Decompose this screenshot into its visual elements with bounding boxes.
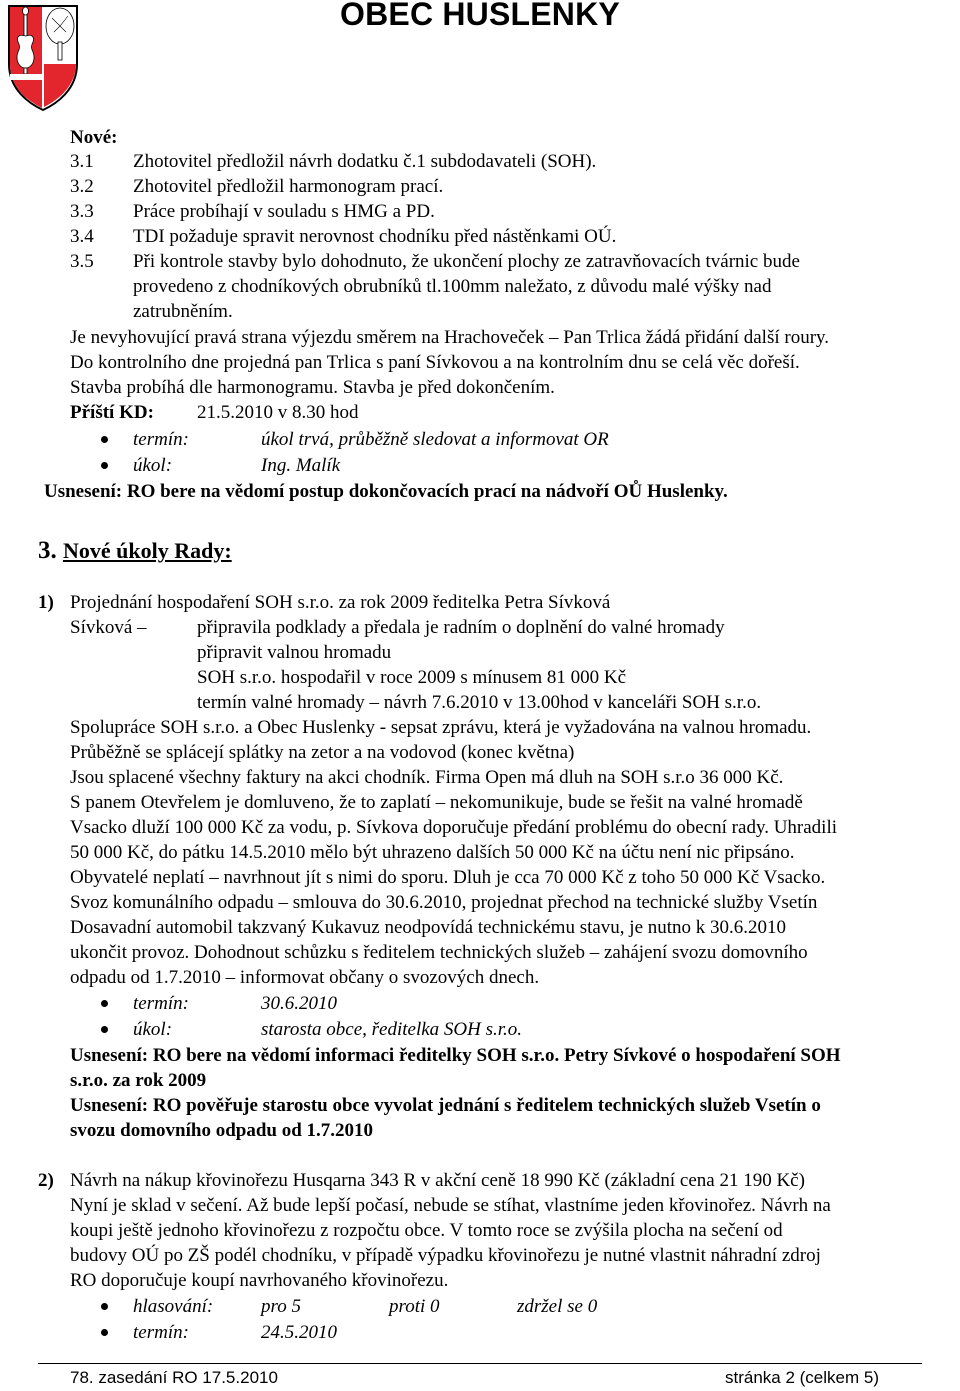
ukol-value: Ing. Malík	[261, 455, 341, 476]
vote-label: hlasování:	[133, 1296, 214, 1317]
item-text: Zhotovitel předložil harmonogram prací.	[133, 176, 444, 197]
item-number: 1)	[38, 592, 54, 613]
body-line: Návrh na nákup křovinořezu Husqarna 343 R v akční ceně 18 990 Kč (základní cena 21 190 Kč)	[70, 1170, 805, 1191]
item-number: 3.5	[70, 251, 94, 272]
ukol-label: úkol:	[133, 1019, 173, 1040]
item-text-line: Při kontrole stavby bylo dohodnuto, že ukončení plochy ze zatravňovacích tvárnic bude	[133, 251, 800, 272]
paragraph-line: Je nevyhovující pravá strana výjezdu směrem na Hrachoveček – Pan Trlica žádá přidání další roury.	[70, 327, 830, 348]
body-line: budovy OÚ po ZŠ podél chodníku, v případě výpadku křovinořezu je nutné vlastnit náhradní zdroj	[70, 1245, 821, 1266]
body-line: Svoz komunálního odpadu – smlouva do 30.6.2010, projednat přechod na technické služby Vsetín	[70, 892, 818, 913]
termin-value: 30.6.2010	[261, 993, 337, 1014]
ukol-label: úkol:	[133, 455, 173, 476]
termin-label: termín:	[133, 993, 189, 1014]
footer-meeting: 78. zasedání RO 17.5.2010	[70, 1368, 278, 1387]
vote-proti: proti 0	[389, 1296, 440, 1317]
bullet-icon	[101, 462, 108, 469]
body-line: Obyvatelé neplatí – navrhnout jít s nimi do sporu. Dluh je cca 70 000 Kč z toho 50 000 Kč Vsacko.	[70, 867, 826, 888]
item-text-line: provedeno z chodníkových obrubníků tl.100mm naležato, z důvodu malé výšky nad	[133, 276, 772, 297]
resolution-line: svozu domovního odpadu od 1.7.2010	[70, 1120, 374, 1141]
coat-of-arms-logo	[6, 2, 80, 112]
item-number: 3.3	[70, 201, 94, 222]
section-number: 3.	[38, 537, 57, 564]
speaker-line: připravit valnou hromadu	[197, 642, 392, 663]
ukol-value: starosta obce, ředitelka SOH s.r.o.	[261, 1019, 523, 1040]
termin-value: úkol trvá, průběžně sledovat a informovat OR	[261, 429, 609, 450]
body-line: Vsacko dluží 100 000 Kč za vodu, p. Sívkova doporučuje předání problému do obecní rady. Uhradili	[70, 817, 838, 838]
speaker-line: připravila podklady a předala je radním o doplnění do valné hromady	[197, 617, 725, 638]
body-line: koupi ještě jednoho křovinořezu z rozpočtu obce. V tomto roce se zvýšila plocha na sečení od	[70, 1220, 783, 1241]
termin-label: termín:	[133, 429, 189, 450]
paragraph-line: Do kontrolního dne projedná pan Trlica s paní Sívkovou a na kontrolním dnu se celá věc dořeší.	[70, 352, 800, 373]
item-text: Zhotovitel předložil návrh dodatku č.1 subdodavateli (SOH).	[133, 151, 597, 172]
body-line: 50 000 Kč, do pátku 14.5.2010 mělo být uhrazeno dalších 50 000 Kč na účtu není nic připsáno.	[70, 842, 795, 863]
footer-divider	[38, 1363, 922, 1364]
next-kd-label: Příští KD:	[70, 402, 154, 423]
speaker-line: termín valné hromady – návrh 7.6.2010 v 13.00hod v kanceláři SOH s.r.o.	[197, 692, 762, 713]
page-title: OBEC HUSLENKY	[340, 0, 620, 32]
speaker-label: Sívková –	[70, 617, 147, 638]
speaker-line: SOH s.r.o. hospodařil v roce 2009 s mínusem 81 000 Kč	[197, 667, 627, 688]
body-line: S panem Otevřelem je domluveno, že to zaplatí – nekomunikuje, bude se řešit na valné hromadě	[70, 792, 803, 813]
item-number: 3.4	[70, 226, 94, 247]
item-number: 3.1	[70, 151, 94, 172]
next-kd-value: 21.5.2010 v 8.30 hod	[197, 402, 359, 423]
footer-page-number: stránka 2 (celkem 5)	[725, 1368, 879, 1387]
body-line: Dosavadní automobil takzvaný Kukavuz neodpovídá technickému stavu, je nutno k 30.6.2010	[70, 917, 787, 938]
body-line: odpadu od 1.7.2010 – informovat občany o svozových dnech.	[70, 967, 540, 988]
bullet-icon	[101, 1303, 108, 1310]
body-line: Nyní je sklad v sečení. Až bude lepší počasí, nebude se stíhat, vlastníme jeden křovinořez. Návrh na	[70, 1195, 831, 1216]
body-line: RO doporučuje koupí navrhovaného křovinořezu.	[70, 1270, 449, 1291]
bullet-icon	[101, 436, 108, 443]
bullet-icon	[101, 1026, 108, 1033]
section-title: Nové úkoly Rady:	[63, 538, 232, 563]
item-number: 3.2	[70, 176, 94, 197]
item-number: 2)	[38, 1170, 54, 1191]
body-line: Jsou splacené všechny faktury na akci chodník. Firma Open má dluh na SOH s.r.o 36 000 Kč.	[70, 767, 784, 788]
paragraph-line: Stavba probíhá dle harmonogramu. Stavba je před dokončením.	[70, 377, 555, 398]
resolution-line: Usnesení: RO bere na vědomí informaci ředitelky SOH s.r.o. Petry Sívkové o hospodaření SOH	[70, 1045, 841, 1066]
item-text-line: zatrubněním.	[133, 301, 233, 322]
body-line: Spolupráce SOH s.r.o. a Obec Huslenky - sepsat zprávu, která je vyžadována na valnou hromadu.	[70, 717, 812, 738]
item-text: Práce probíhají v souladu s HMG a PD.	[133, 201, 435, 222]
item-text: TDI požaduje spravit nerovnost chodníku před nástěnkami OÚ.	[133, 226, 617, 247]
section-heading-new: Nové:	[70, 127, 118, 148]
resolution-line: Usnesení: RO pověřuje starostu obce vyvolat jednání s ředitelem technických služeb Vsetín o	[70, 1095, 821, 1116]
bullet-icon	[101, 1000, 108, 1007]
vote-zdrzel: zdržel se 0	[517, 1296, 598, 1317]
resolution-line: s.r.o. za rok 2009	[70, 1070, 207, 1091]
body-line: ukončit provoz. Dohodnout schůzku s ředitelem technických služeb – zahájení svozu domovního	[70, 942, 808, 963]
bullet-icon	[101, 1329, 108, 1336]
body-line: Průběžně se splácejí splátky na zetor a na vodovod (konec května)	[70, 742, 575, 763]
section-3-heading	[38, 535, 232, 567]
vote-pro: pro 5	[261, 1296, 301, 1317]
termin-label: termín:	[133, 1322, 189, 1343]
termin-value: 24.5.2010	[261, 1322, 337, 1343]
resolution: Usnesení: RO bere na vědomí postup dokončovacích prací na nádvoří OŮ Huslenky.	[44, 481, 728, 502]
item-title: Projednání hospodaření SOH s.r.o. za rok 2009 ředitelka Petra Sívková	[70, 592, 611, 613]
